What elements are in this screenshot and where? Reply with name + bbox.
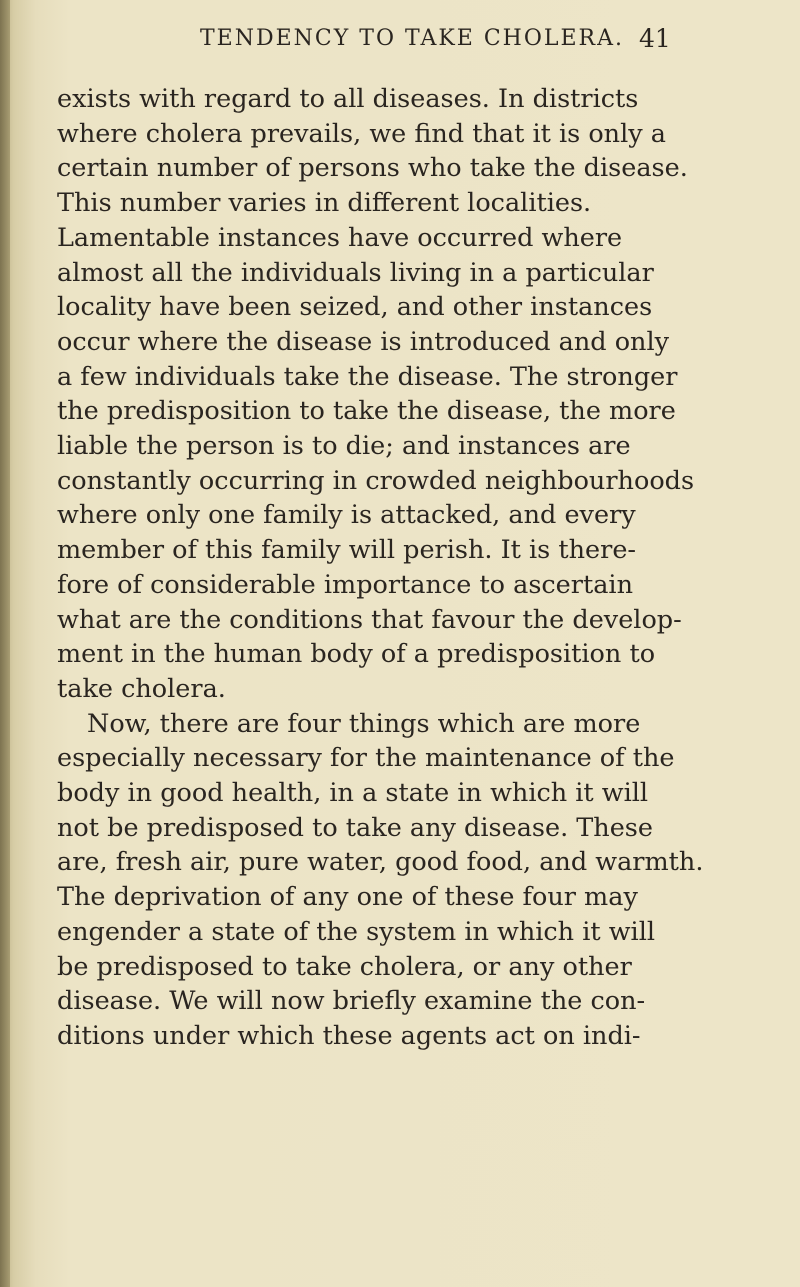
text-line: exists with regard to all diseases. In districts [57, 84, 639, 114]
page-gutter-shadow [0, 0, 10, 1287]
text-line: occur where the disease is introduced and only [57, 326, 670, 357]
text-line: engender a state of the system in which it will [57, 916, 656, 947]
text-line: body in good health, in a state in which it will [57, 778, 649, 809]
text-line: ditions under which these agents act on indi- [57, 1020, 641, 1051]
text-line: certain number of persons who take the disease. [57, 153, 688, 184]
text-line: constantly occurring in crowded neighbourhoods [57, 465, 695, 496]
text-line: almost all the individuals living in a particular [57, 257, 654, 288]
text-line: be predisposed to take cholera, or any other [57, 951, 632, 982]
text-line: where only one family is attacked, and every [57, 500, 636, 531]
text-line: Lamentable instances have occurred where [57, 222, 623, 253]
page-number: 41 [639, 24, 671, 53]
text-line: not be predisposed to take any disease. These [57, 812, 653, 843]
page-header [0, 26, 800, 56]
text-line: take cholera. [57, 673, 226, 704]
text-line: ment in the human body of a predisposition to [57, 639, 656, 670]
text-line: liable the person is to die; and instances are [57, 431, 631, 462]
text-line: The deprivation of any one of these four may [57, 882, 638, 913]
text-line: member of this family will perish. It is there- [57, 535, 637, 566]
text-line: what are the conditions that favour the develop- [57, 604, 682, 635]
text-line: fore of considerable importance to ascertain [57, 569, 633, 600]
text-line: a few individuals take the disease. The stronger [57, 361, 678, 392]
text-line: disease. We will now briefly examine the con- [57, 986, 646, 1017]
text-line: where cholera prevails, we find that it is only a [57, 118, 666, 149]
paragraph-start-line: Now, there are four things which are more [87, 708, 641, 739]
body-text [57, 82, 737, 1054]
text-line: are, fresh air, pure water, good food, and warmth. [57, 847, 704, 878]
text-line: This number varies in different localities. [57, 188, 592, 219]
text-line: the predisposition to take the disease, the more [57, 396, 676, 427]
running-head: TENDENCY TO TAKE CHOLERA. [200, 26, 624, 51]
text-line: locality have been seized, and other instances [57, 292, 653, 323]
text-line: especially necessary for the maintenance of the [57, 743, 675, 774]
